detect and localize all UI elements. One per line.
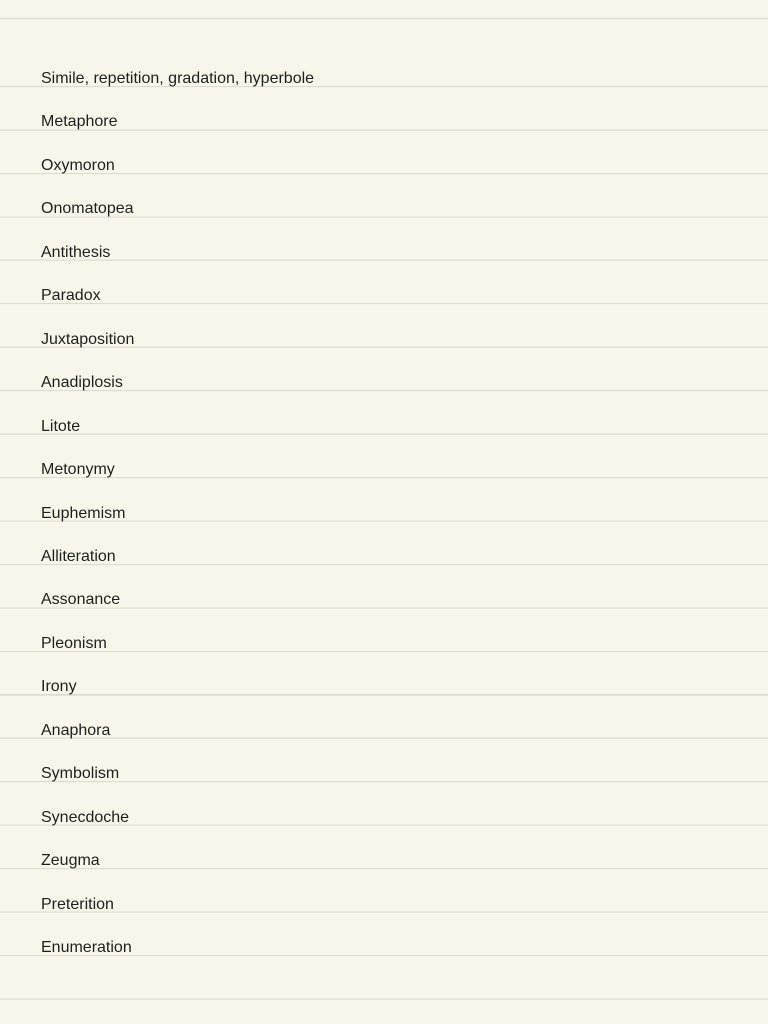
note-line: Irony xyxy=(41,678,77,696)
note-line: Alliteration xyxy=(41,547,116,565)
note-line: Metaphore xyxy=(41,113,118,131)
note-line: Paradox xyxy=(41,287,101,305)
note-line: Symbolism xyxy=(41,765,120,783)
note-line: Pleonism xyxy=(41,634,107,652)
note-line: Antithesis xyxy=(41,243,111,261)
note-line: Oxymoron xyxy=(41,156,115,174)
note-line: Onomatopea xyxy=(41,200,134,218)
note-line: Simile, repetition, gradation, hyperbole xyxy=(41,70,315,87)
note-line: Preterition xyxy=(41,895,114,913)
note-line: Juxtaposition xyxy=(41,330,135,348)
note-line: Assonance xyxy=(41,591,121,609)
note-line: Synecdoche xyxy=(41,808,130,826)
note-line: Zeugma xyxy=(41,852,100,870)
note-line: Anaphora xyxy=(41,721,111,739)
note-line: Litote xyxy=(41,417,81,435)
note-line: Enumeration xyxy=(41,939,132,956)
note-line: Anadiplosis xyxy=(41,374,123,392)
note-line: Euphemism xyxy=(41,504,126,522)
note-line: Metonymy xyxy=(41,461,115,479)
